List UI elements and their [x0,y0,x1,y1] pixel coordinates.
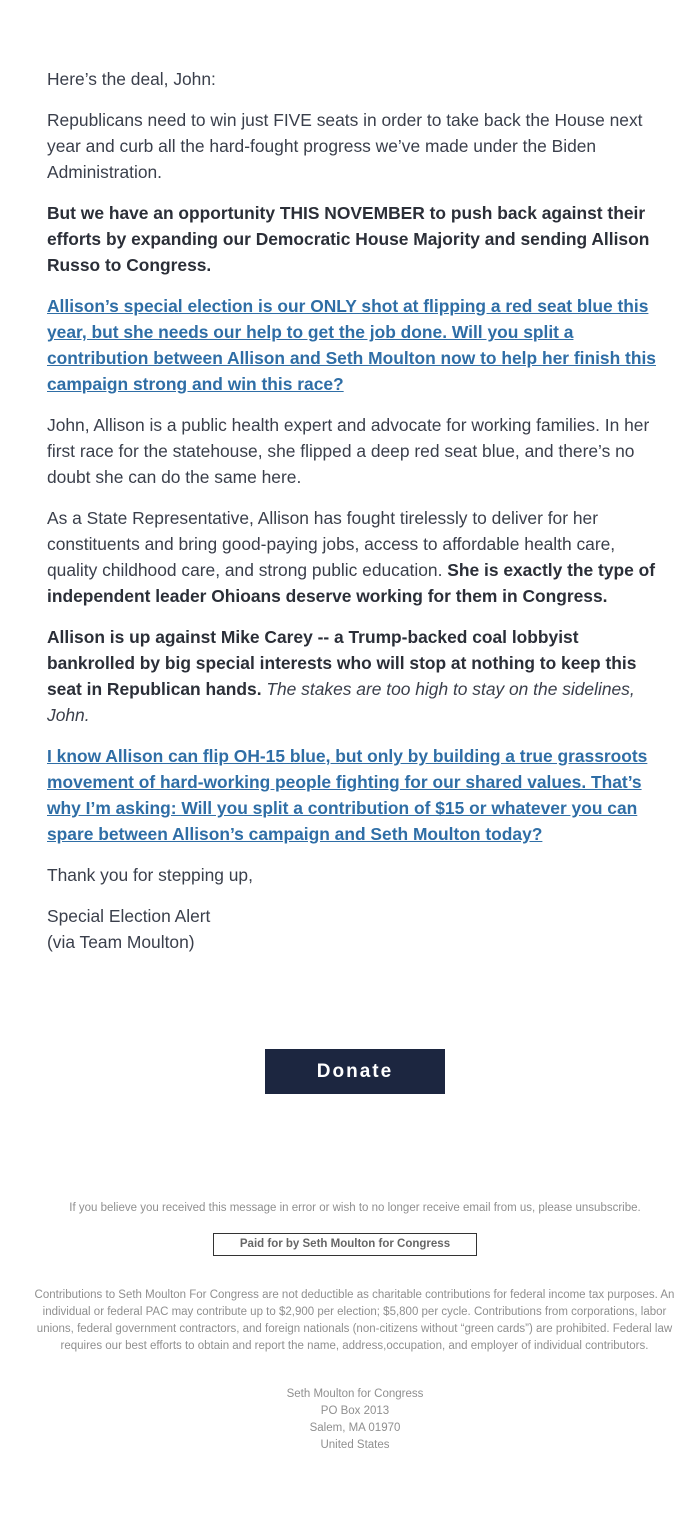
donate-link-special-election[interactable]: Allison’s special election is our ONLY shot at flipping a red seat blue this year, but she needs our help to get the job done. Will you split a contribution between Allison and Seth Moulton now to help her finish this campaign strong and win this race? [47,296,656,394]
donate-button[interactable]: Donate [265,1049,445,1094]
signature [47,903,667,955]
paragraph-seats: Republicans need to win just FIVE seats in order to take back the House next year and curb all the hard-fought progress we’ve made under the Biden Administration. [47,110,643,182]
paragraph-opponent [47,624,667,728]
closing: Thank you for stepping up, [47,865,253,885]
paragraph-state-rep [47,505,667,609]
paid-for-container [0,1233,700,1256]
greeting: Here’s the deal, John: [47,69,216,89]
paragraph-opportunity: But we have an opportunity THIS NOVEMBER to push back against their efforts by expanding our Democratic House Majority and sending Allison Russo to Congress. [47,203,650,275]
stakes-italic-text: The stakes are too high to stay on the sidelines, John. [47,679,635,725]
opponent-bold-text: Allison is up against Mike Carey -- a Trump-backed coal lobbyist bankrolled by big special interests who will stop at nothing to keep this seat in Republican hands. [47,627,637,699]
mailing-address [0,1386,700,1454]
address-city: Salem, MA 01970 [309,1422,401,1434]
unsubscribe-notice[interactable]: If you believe you received this message in error or wish to no longer receive email from us, please unsubscribe. [69,1202,641,1214]
paragraph-allison-bio: John, Allison is a public health expert and advocate for working families. In her first race for the statehouse, she flipped a deep red seat blue, and there’s no doubt she can do the same here. [47,415,650,487]
donate-link-split-contribution[interactable]: I know Allison can flip OH-15 blue, but only by building a true grassroots movement of hard-working people fighting for our shared values. That’s why I’m asking: Will you split a contribution of $15 or whatever you can spare between Allison’s campaign and Seth Moulton today? [47,746,648,844]
address-po-box: PO Box 2013 [320,1405,390,1417]
state-rep-bold-text: She is exactly the type of independent leader Ohioans deserve working for them in Congress. [47,560,656,606]
signature-line-1: Special Election Alert [47,906,211,926]
address-org: Seth Moulton for Congress [286,1388,424,1400]
address-country: United States [320,1439,390,1451]
signature-line-2: (via Team Moulton) [47,932,195,952]
state-rep-text: As a State Representative, Allison has fought tirelessly to deliver for her constituents and bring good-paying jobs, access to affordable health care, quality childhood care, and strong public education. [47,508,616,580]
paid-for-disclaimer: Paid for by Seth Moulton for Congress [213,1233,477,1256]
donate-button-container [0,1049,700,1094]
legal-disclaimer: Contributions to Seth Moulton For Congress are not deductible as charitable contributions for federal income tax purposes. An individual or federal PAC may contribute up to $2,900 per election; $5,800 per cycle. Contributions from corporations, labor unions, federal government contractors, and foreign nationals (non-citizens without “green cards”) are prohibited. Federal law requires our best efforts to obtain and report the name, address,occupation, and employer of individual contributors. [34,1289,675,1352]
email-body [47,66,667,955]
